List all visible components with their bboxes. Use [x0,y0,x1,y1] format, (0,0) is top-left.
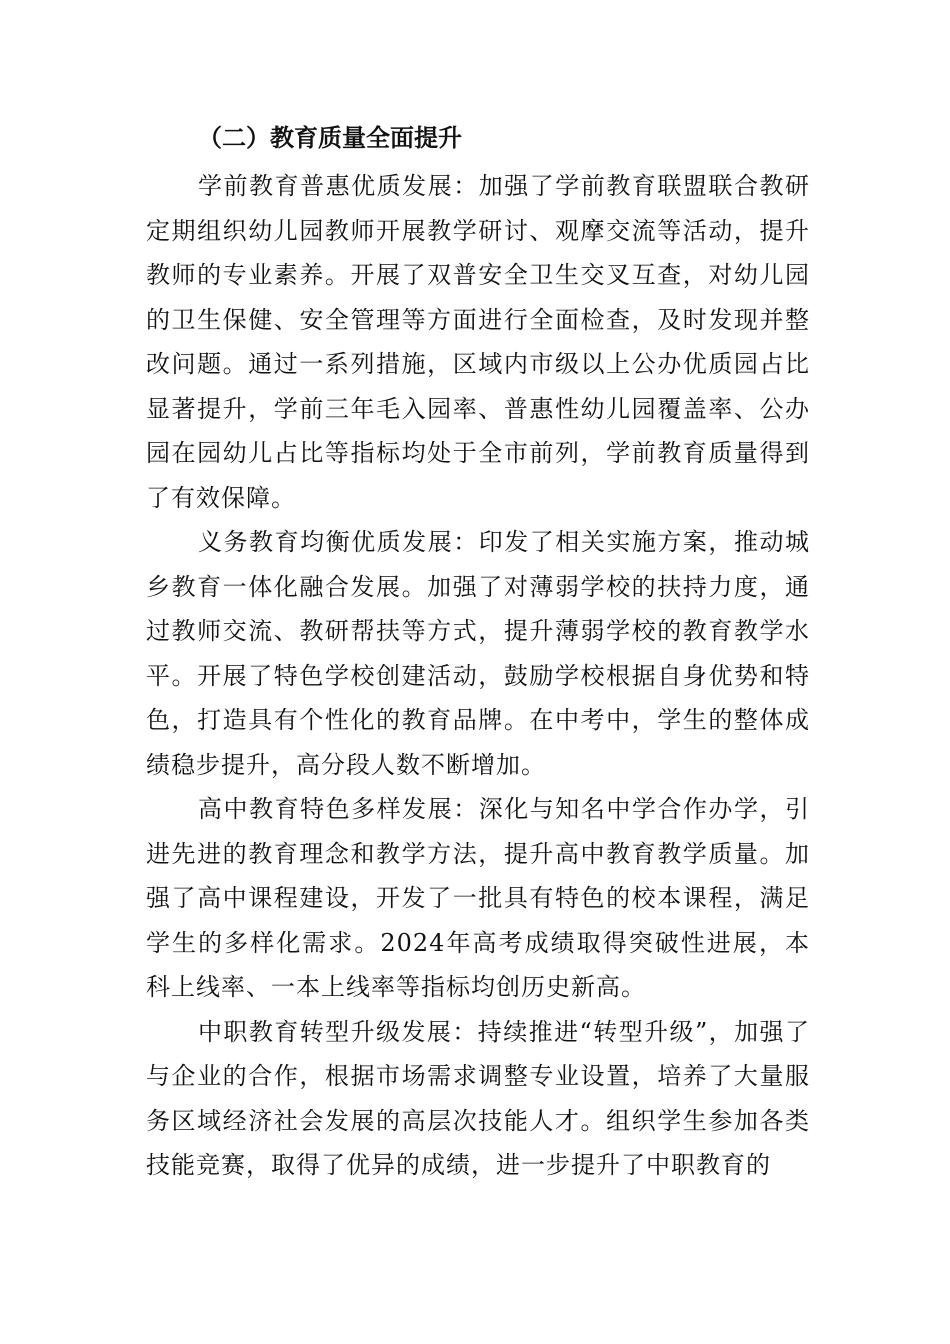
section-heading: （二）教育质量全面提升 [198,123,462,152]
paragraph-compulsory-education: 义务教育均衡优质发展：印发了相关实施方案，推动城乡教育一体化融合发展。加强了对薄弱学校的扶持力度，通过教师交流、教研帮扶等方式，提升薄弱学校的教育教学水平。开展了特色学校创建活动，鼓励学校根据自身优势和特色，打造具有个性化的教育品牌。在中考中，学生的整体成绩稳步提升，高分段人数不断增加。 [146,528,810,779]
paragraph-high-school-education: 高中教育特色多样发展：深化与知名中学合作办学，引进先进的教育理念和教学方法，提升高中教育教学质量。加强了高中课程建设，开发了一批具有特色的校本课程，满足学生的多样化需求。2024年高考成绩取得突破性进展，本科上线率、一本上线率等指标均创历史新高。 [146,795,810,1001]
section-body [146,164,810,1188]
paragraph-preschool-education: 学前教育普惠优质发展：加强了学前教育联盟联合教研定期组织幼儿园教师开展教学研讨、观摩交流等活动，提升教师的专业素养。开展了双普安全卫生交叉互查，对幼儿园的卫生保健、安全管理等方面进行全面检查，及时发现并整改问题。通过一系列措施，区域内市级以上公办优质园占比显著提升，学前三年毛入园率、普惠性幼儿园覆盖率、公办园在园幼儿占比等指标均处于全市前列，学前教育质量得到了有效保障。 [146,172,810,512]
paragraph-vocational-education: 中职教育转型升级发展：持续推进“转型升级”，加强了与企业的合作，根据市场需求调整专业设置，培养了大量服务区域经济社会发展的高层次技能人才。组织学生参加各类技能竞赛，取得了优异的成绩，进一步提升了中职教育的 [146,1017,810,1179]
